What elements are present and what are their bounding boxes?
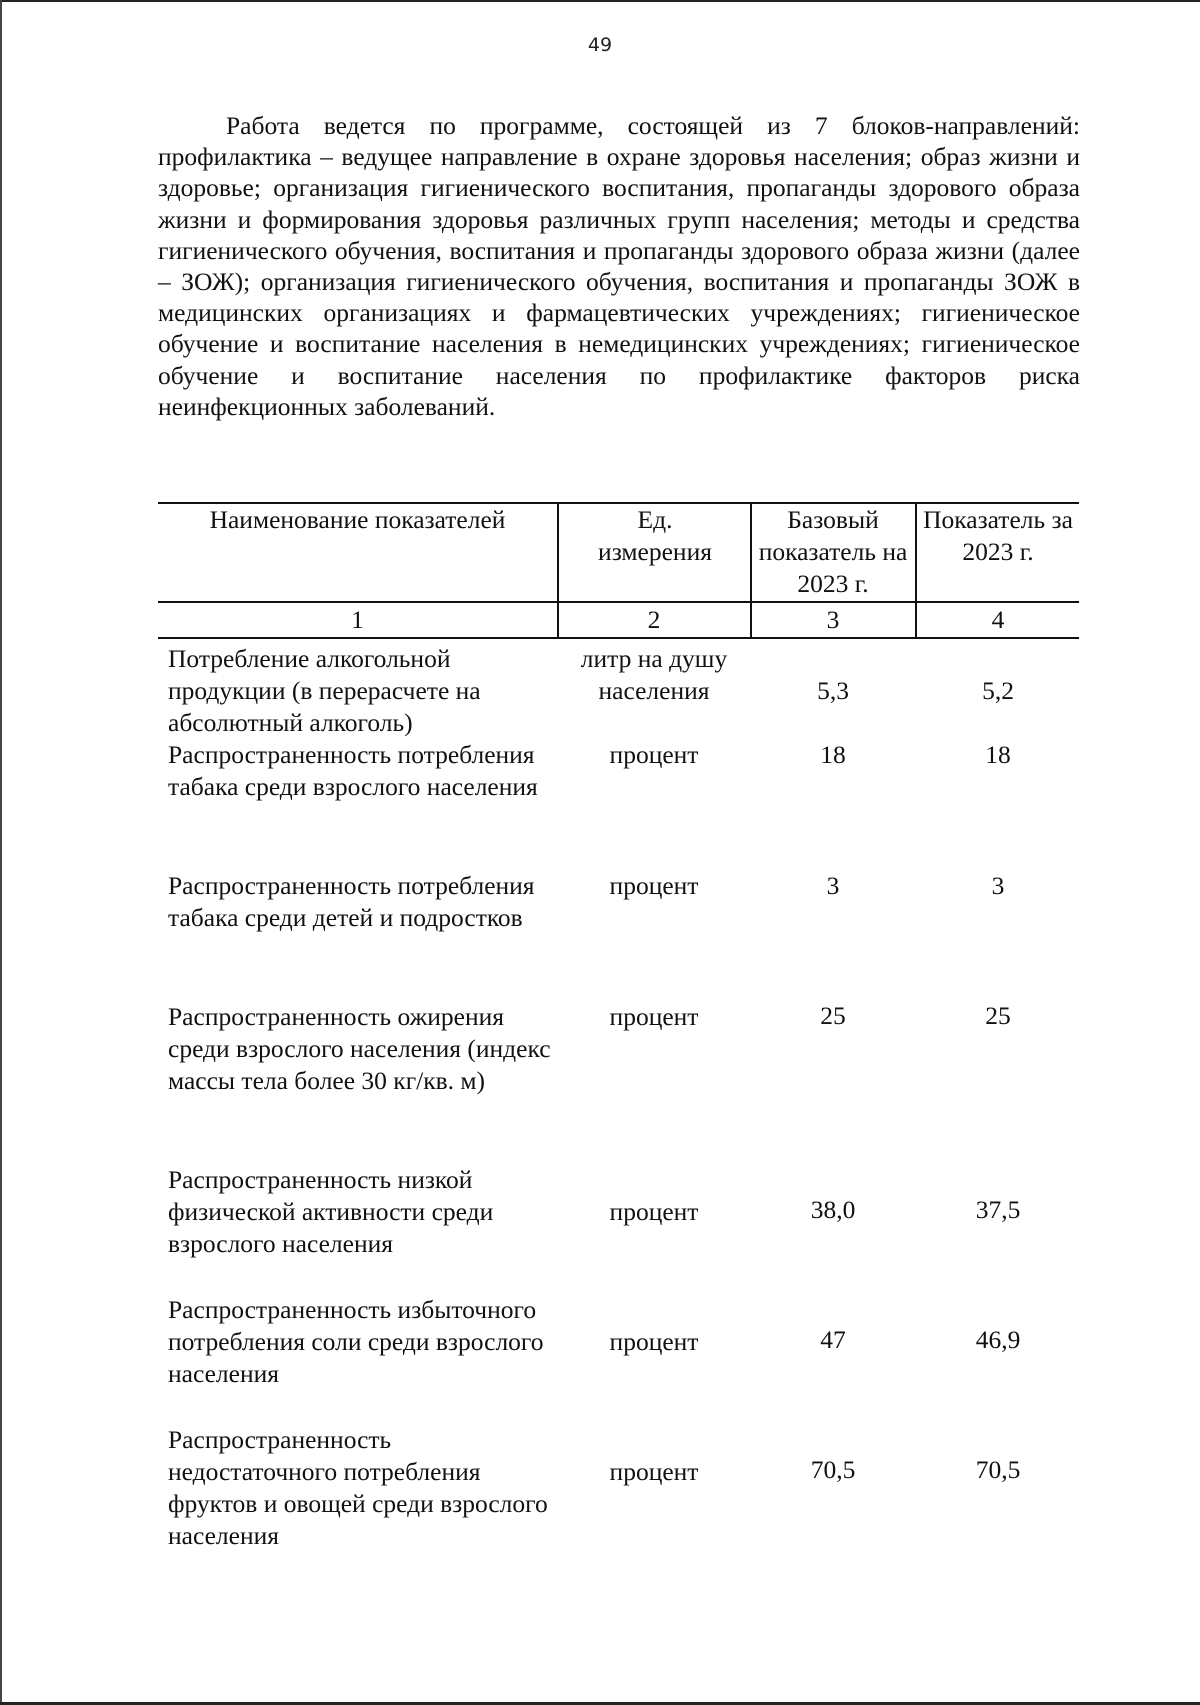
row-unit: процент xyxy=(609,1197,699,1226)
scan-edge-top xyxy=(0,0,1200,2)
row-indicator-name: Распространенность недостаточного потребления фруктов и овощей среди взрослого населения xyxy=(168,1425,548,1550)
page-number: 49 xyxy=(587,34,613,56)
row-unit: процент xyxy=(609,1327,699,1356)
table-header-rule xyxy=(158,601,1079,603)
row-indicator-name: Потребление алкогольной продукции (в перерасчете на абсолютный алкоголь) xyxy=(168,644,481,737)
row-indicator-name: Распространенность ожирения среди взрослого населения (индекс массы тела более 30 кг/кв. м) xyxy=(168,1002,551,1095)
header-base-value: Базовый показатель на 2023 г. xyxy=(758,505,908,598)
intro-text: Работа ведется по программе, состоящей из 7 блоков-направлений: профилактика – ведущее направление в охране здоровья населения; образ жизни и здоровье; организация гигиенического воспитания, пропаганды здорового образа жизни и формирования здоровья различных групп населения; методы и средства гигиенического обучения, воспитания и пропаганды здорового образа жизни (далее – ЗОЖ); организация гигиенического обучения, воспитания и пропаганды ЗОЖ в медицинских организациях и фармацевтических учреждениях; гигиеническое обучение и воспитание населения в немедицинских учреждениях; гигиеническое обучение и воспитание населения по профилактике факторов риска неинфекционных заболеваний. xyxy=(158,111,1080,421)
row-indicator-name: Распространенность потребления табака среди взрослого населения xyxy=(168,740,538,801)
row-base-value: 47 xyxy=(820,1325,846,1354)
row-actual-value: 5,2 xyxy=(982,676,1014,705)
column-number-1: 1 xyxy=(351,605,364,634)
header-unit: Ед. измерения xyxy=(598,505,712,566)
scan-edge-left xyxy=(0,0,2,1705)
row-base-value: 3 xyxy=(826,871,840,900)
row-base-value: 25 xyxy=(820,1001,846,1030)
table-numbers-rule xyxy=(158,637,1079,639)
column-number-2: 2 xyxy=(647,605,661,634)
header-indicator-name: Наименование показателей xyxy=(209,505,506,534)
intro-paragraph xyxy=(158,110,1080,422)
row-unit: литр на душу населения xyxy=(580,644,728,705)
row-unit: процент xyxy=(609,740,699,769)
column-number-4: 4 xyxy=(991,605,1005,634)
column-number-3: 3 xyxy=(826,605,840,634)
row-actual-value: 70,5 xyxy=(975,1455,1021,1484)
row-actual-value: 18 xyxy=(985,740,1011,769)
row-indicator-name: Распространенность низкой физической активности среди взрослого населения xyxy=(168,1165,494,1258)
row-base-value: 5,3 xyxy=(817,676,849,705)
row-unit: процент xyxy=(609,1002,699,1031)
row-base-value: 38,0 xyxy=(810,1195,856,1224)
row-actual-value: 37,5 xyxy=(975,1195,1021,1224)
row-indicator-name: Распространенность избыточного потребления соли среди взрослого населения xyxy=(168,1295,544,1388)
row-indicator-name: Распространенность потребления табака среди детей и подростков xyxy=(168,871,535,932)
row-actual-value: 3 xyxy=(991,871,1005,900)
row-base-value: 70,5 xyxy=(810,1455,856,1484)
header-actual-value: Показатель за 2023 г. xyxy=(923,505,1073,566)
row-actual-value: 46,9 xyxy=(975,1325,1021,1354)
row-unit: процент xyxy=(609,1457,699,1486)
row-actual-value: 25 xyxy=(985,1001,1011,1030)
row-unit: процент xyxy=(609,871,699,900)
row-base-value: 18 xyxy=(820,740,846,769)
